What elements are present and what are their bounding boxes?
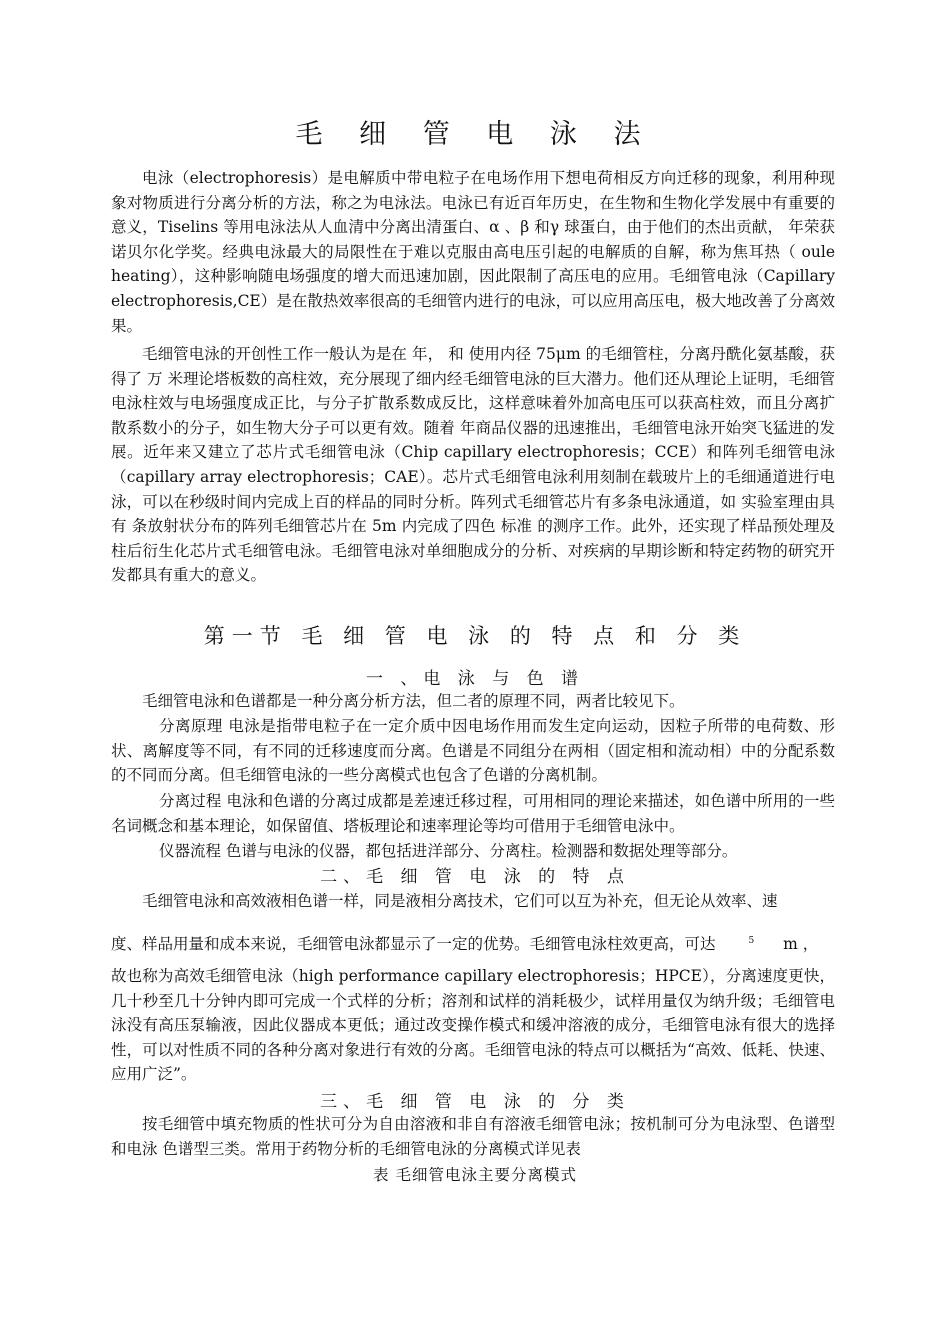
sub2-paragraph-line-2 xyxy=(111,929,835,957)
sub2-line-2-tail: m ， xyxy=(783,935,819,954)
page-title: 毛 细 管 电 泳 法 xyxy=(295,119,655,150)
intro-paragraph-1: 电泳（electrophoresis）是电解质中带电粒子在电场作用下想电荷相反方向迁移的现象，利用种现象对物质进行分离分析的方法，称之为电泳法。电泳已有近百年历史，在生物和生物化学发展中有重要的意义，Tiselins 等用电泳法从人血清中分离出清蛋白、α 、β 和γ 球蛋白，由于他们的杰出贡献， 年荣获诺贝尔化学奖。经典电泳最大的局限性在于难以克服由高电压引起的电解质的自解，称为焦耳热（ oule heating），这种影响随电场强度的增大而迅速加剧，因此限制了高压电的应用。毛细管电泳（Capillary electrophoresis,CE）是在散热效率很高的毛细管内进行的电泳，可以应用高压电，极大地改善了分离效果。 xyxy=(111,169,835,335)
sub2-superscript: 5 xyxy=(748,936,755,946)
subsection-heading-1: 一 、电 泳 与 色 谱 xyxy=(365,669,585,689)
sub2-paragraph-line-1: 毛细管电泳和高效液相色谱一样，同是液相分离技术，它们可以互为补充，但无论从效率、速 xyxy=(142,892,778,910)
sub1-paragraph-2: 分离原理 电泳是指带电粒子在一定介质中因电场作用而发生定向运动，因粒子所带的电荷数、形状、离解度等不同，有不同的迁移速度而分离。色谱是不同组分在两相（固定相和流动相）中的分配系数的不同而分离。但毛细管电泳的一些分离模式也包含了色谱的分离机制。 xyxy=(111,717,835,785)
sub1-paragraph-4: 仪器流程 色谱与电泳的仪器，都包括进洋部分、分离柱。检测器和数据处理等部分。 xyxy=(159,842,738,860)
sub2-paragraph-line-3: 故也称为高效毛细管电泳（high performance capillary electrophoresis；HPCE），分离速度更快，几十秒至几十分钟内即可完成一个式样的分析；溶剂和试样的消耗极少，试样用量仅为纳升级；毛细管电泳没有高压泵输液，因此仪器成本更低；通过改变操作模式和缓冲溶液的成分，毛细管电泳有很大的选择性，可以对性质不同的各种分离对象进行有效的分离。毛细管电泳的特点可以概括为“高效、低耗、快速、应用广泛”。 xyxy=(111,967,835,1084)
table-caption: 表 毛细管电泳主要分离模式 xyxy=(373,1166,577,1184)
sub1-paragraph-3: 分离过程 电泳和色谱的分离过成都是差速迁移过程，可用相同的理论来描述，如色谱中所用的一些名词概念和基本理论，如保留值、塔板理论和速率理论等均可借用于毛细管电泳中。 xyxy=(111,792,835,835)
intro-paragraph-2: 毛细管电泳的开创性工作一般认为是在 年， 和 使用内径 75μm 的毛细管柱，分离丹酰化氨基酸，获得了 万 米理论塔板数的高柱效，充分展现了细内经毛细管电泳的巨大潜力。他们还从理论上证明，毛细管电泳柱效与电场强度成正比，与分子扩散系数成反比，这样意味着外加高电压可以获高柱效，而且分离扩散系数小的分子，如生物大分子可以更有效。随着 年商品仪器的迅速推出，毛细管电泳开始突飞猛进的发展。近年来又建立了芯片式毛细管电泳（Chip capillary electrophoresis；CCE）和阵列毛细管电泳（capillary array electrophoresis；CAE）。芯片式毛细管电泳利用刻制在载玻片上的毛细通道进行电泳，可以在秒级时间内完成上百的样品的同时分析。阵列式毛细管芯片有多条电泳通道，如 实验室理由具有 条放射状分布的阵列毛细管芯片在 5m 内完成了四色 标准 的测序工作。此外，还实现了样品预处理及柱后衍生化芯片式毛细管电泳。毛细管电泳对单细胞成分的分析、对疾病的早期诊断和特定药物的研究开发都具有重大的意义。 xyxy=(111,345,835,585)
sub1-paragraph-1: 毛细管电泳和色谱都是一种分离分析方法，但二者的原理不同，两者比较见下。 xyxy=(142,692,685,710)
section-heading: 第一节 毛 细 管 电 泳 的 特 点 和 分 类 xyxy=(203,624,747,648)
sub2-line-2-text: 度、样品用量和成本来说，毛细管电泳都显示了一定的优势。毛细管电泳柱效更高，可达 xyxy=(111,935,716,954)
subsection-heading-3: 三、毛 细 管 电 泳 的 分 类 xyxy=(320,1092,630,1112)
subsection-heading-2: 二、毛 细 管 电 泳 的 特 点 xyxy=(320,867,630,887)
sub3-paragraph-1: 按毛细管中填充物质的性状可分为自由溶液和非自有溶液毛细管电泳；按机制可分为电泳型、色谱型和电泳 色谱型三类。常用于药物分析的毛细管电泳的分离模式详见表 xyxy=(111,1115,835,1158)
